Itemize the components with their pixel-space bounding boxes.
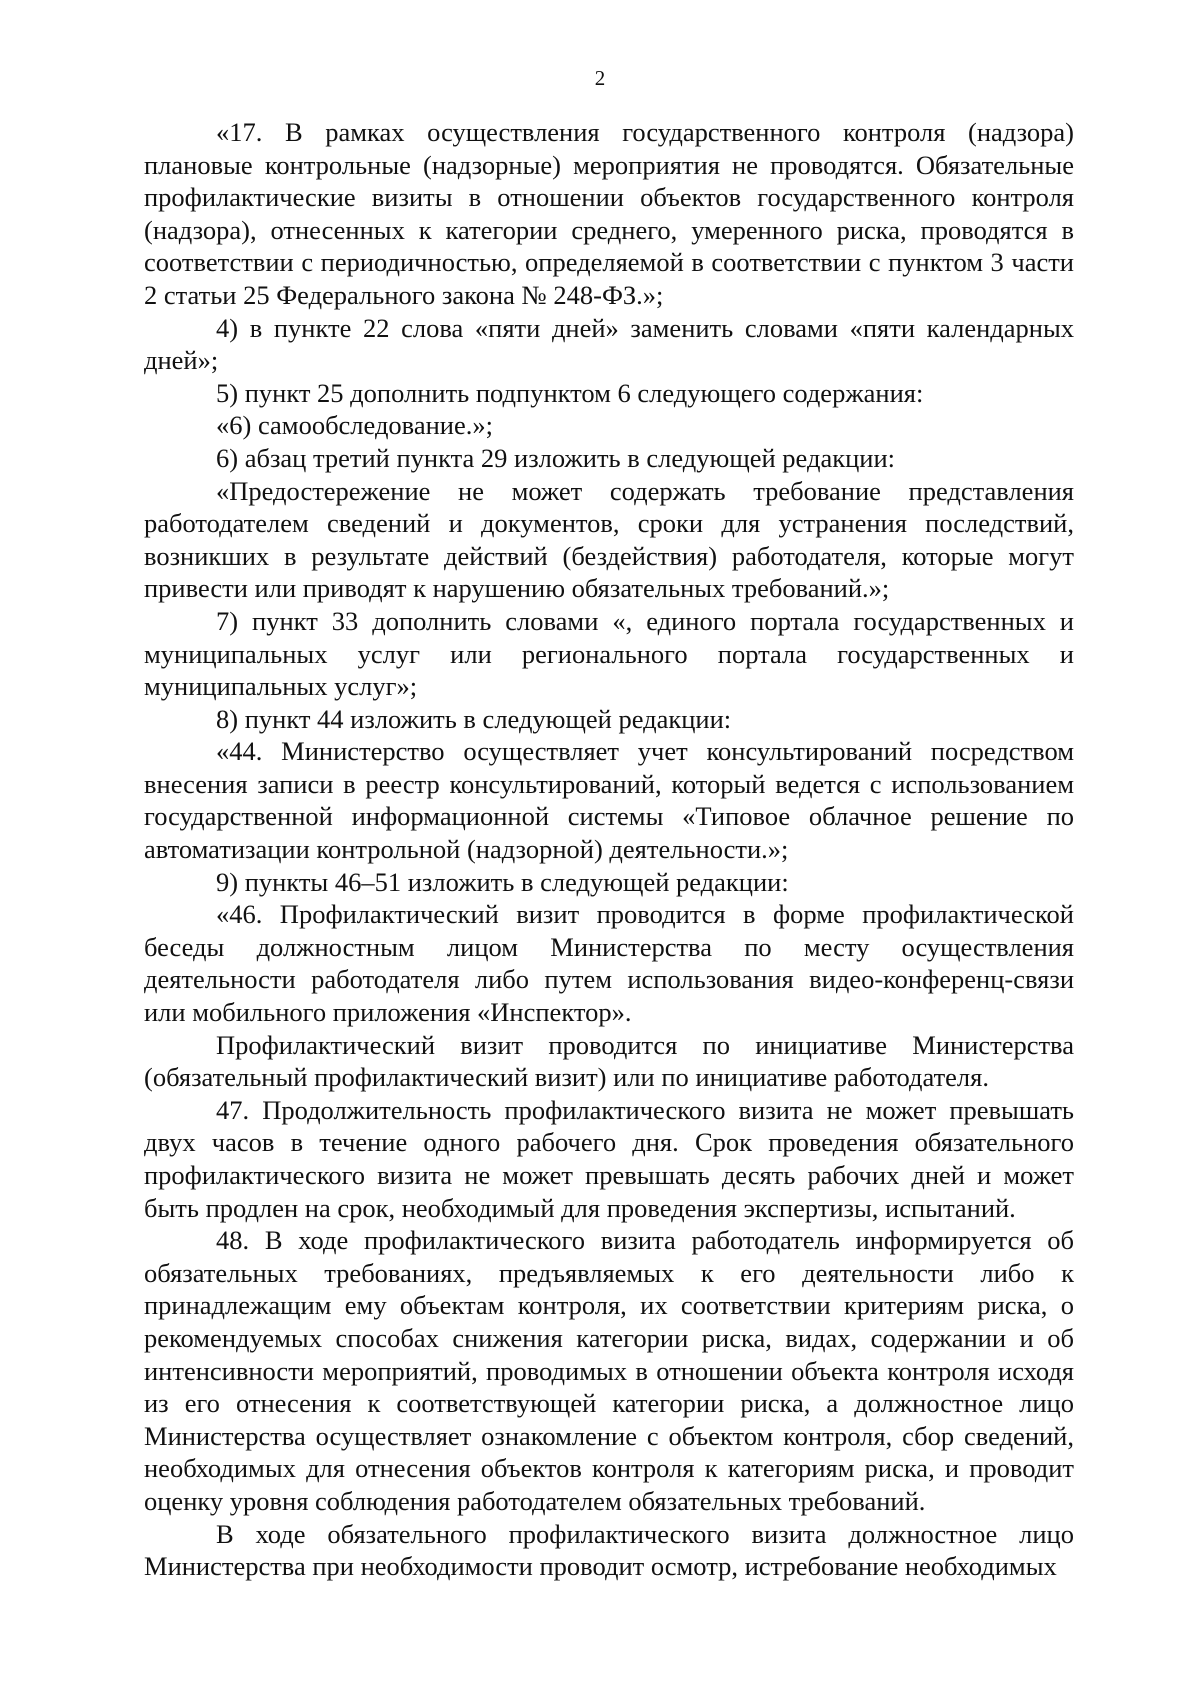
paragraph-item-9: 9) пункты 46–51 изложить в следующей редакции: — [216, 866, 789, 897]
paragraph-self-examination: «6) самообследование.»; — [216, 410, 493, 441]
paragraph-item-6: 6) абзац третий пункта 29 изложить в следующей редакции: — [216, 442, 895, 473]
paragraph-item-8: 8) пункт 44 изложить в следующей редакции: — [216, 703, 732, 734]
paragraph-46-clause: «46. Профилактический визит проводится в форме профилактической беседы должностным лицом Министерства по месту осуществления деятельности работодателя либо путем использования видео-конференц-связи или мобильного приложения «Инспектор». — [144, 899, 1074, 1028]
page-number: 2 — [594, 66, 606, 90]
paragraph-item-5: 5) пункт 25 дополнить подпунктом 6 следующего содержания: — [216, 377, 924, 408]
document-body — [144, 116, 1074, 1583]
paragraph-44-clause: «44. Министерство осуществляет учет консультирований посредством внесения записи в реестр консультирований, который ведется с использованием государственной информационной системы «Типовое облачное решение по автоматизации контрольной (надзорной) деятельности.»; — [144, 736, 1074, 865]
paragraph-visit-initiative: Профилактический визит проводится по инициативе Министерства (обязательный профилактический визит) или по инициативе работодателя. — [144, 1029, 1074, 1093]
paragraph-17-clause: «17. В рамках осуществления государственного контроля (надзора) плановые контрольные (надзорные) мероприятия не проводятся. Обязательные профилактические визиты в отношении объектов государственного контроля (надзора), отнесенных к категории среднего, умеренного риска, проводятся в соответствии с периодичностью, определяемой в соответствии с пунктом 3 части 2 статьи 25 Федерального закона № 248-ФЗ.»; — [144, 117, 1074, 310]
paragraph-48-clause: 48. В ходе профилактического визита работодатель информируется об обязательных требованиях, предъявляемых к его деятельности либо к принадлежащим ему объектам контроля, их соответствии критериям риска, о рекомендуемых способах снижения категории риска, видах, содержании и об интенсивности мероприятий, проводимых в отношении объекта контроля исходя из его отнесения к соответствующей категории риска, а должностное лицо Министерства осуществляет ознакомление с объектом контроля, сбор сведений, необходимых для отнесения объектов контроля к категориям риска, и проводит оценку уровня соблюдения работодателем обязательных требований. — [144, 1225, 1074, 1516]
paragraph-mandatory-visit: В ходе обязательного профилактического визита должностное лицо Министерства при необходимости проводит осмотр, истребование необходимых — [144, 1518, 1074, 1582]
paragraph-item-7: 7) пункт 33 дополнить словами «, единого портала государственных и муниципальных услуг или регионального портала государственных и муниципальных услуг»; — [144, 605, 1074, 702]
paragraph-warning-clause: «Предостережение не может содержать требование представления работодателем сведений и документов, сроки для устранения последствий, возникших в результате действий (бездействия) работодателя, которые могут привести или приводят к нарушению обязательных требований.»; — [144, 475, 1074, 604]
paragraph-item-4: 4) в пункте 22 слова «пяти дней» заменить словами «пяти календарных дней»; — [144, 312, 1074, 376]
paragraph-47-clause: 47. Продолжительность профилактического визита не может превышать двух часов в течение одного рабочего дня. Срок проведения обязательного профилактического визита не может превышать десять рабочих дней и может быть продлен на срок, необходимый для проведения экспертизы, испытаний. — [144, 1094, 1074, 1223]
